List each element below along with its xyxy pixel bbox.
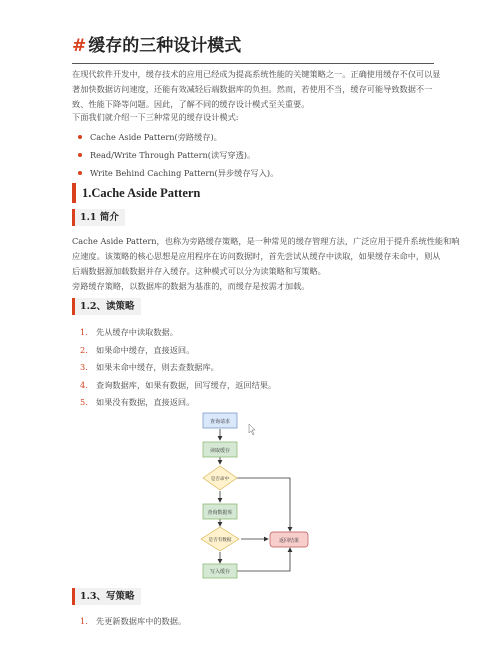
intro-paragraph-line-3: 后端数据源加载数据并存入缓存。这种模式可以分为读策略和写策略。 <box>72 266 326 276</box>
step-text: 如果没有数据，直接返回。 <box>96 397 195 408</box>
list-item <box>72 324 432 342</box>
intro-line-1: 在现代软件开发中，缓存技术的应用已经成为提高系统性能的关键策略之一。正确使用缓存不仅可以显 <box>72 69 441 79</box>
step-text: 先更新数据库中的数据。 <box>96 616 187 626</box>
step-text: 如果命中缓存，直接返回。 <box>96 344 195 355</box>
flow-arrow <box>236 478 290 531</box>
step-text: 查询数据库，如果有数据，回写缓存，返回结果。 <box>96 379 277 390</box>
step-number: 2. <box>80 344 88 355</box>
step-number: 1. <box>80 327 88 337</box>
flow-node-query-db-label: 查询数据库 <box>207 510 233 516</box>
flow-node-read-cache-label: 读取缓存 <box>209 448 231 454</box>
step-number: 4. <box>80 379 88 390</box>
step-text: 如果未命中缓存，则去查数据库。 <box>96 362 219 373</box>
list-item <box>72 164 432 182</box>
mouse-pointer-icon <box>249 424 255 435</box>
flow-node-is-hit-label: 是否命中 <box>210 477 230 482</box>
intro-paragraph-line-1: Cache Aside Pattern，也称为旁路缓存策略，是一种常见的缓存管理方法，广泛应用于提升系统性能和响 <box>72 236 460 246</box>
list-item <box>72 342 432 360</box>
flow-node-write-cache-label: 写入缓存 <box>209 569 231 575</box>
step-text: 先从缓存中读取数据。 <box>96 327 178 337</box>
step-number: 3. <box>80 362 88 373</box>
pattern-item-text: Cache Aside Pattern(旁路缓存)。 <box>90 132 222 142</box>
intro-lead: 下面我们就介绍一下三种常见的缓存设计模式: <box>72 112 239 122</box>
write-steps-list <box>72 613 432 631</box>
list-item <box>72 146 432 164</box>
pattern-item-text: Read/Write Through Pattern(读写穿透)。 <box>90 150 256 160</box>
intro-line-2: 著加快数据访问速度，还能有效减轻后端数据库的负担。然而，若使用不当，缓存可能导致数据不一 <box>72 84 433 94</box>
list-item <box>72 377 432 395</box>
flow-node-return-result-label: 返回结果 <box>278 538 300 544</box>
title-hash: # <box>72 36 87 56</box>
bullet-dot <box>78 135 82 139</box>
title-text: 缓存的三种设计模式 <box>88 36 242 56</box>
pattern-list <box>72 128 432 182</box>
list-item <box>72 359 432 377</box>
step-number: 1. <box>80 616 88 626</box>
subsection-heading-read: 1.2、读策略 <box>72 298 141 315</box>
intro-line-3: 致、性能下降等问题。因此，了解不同的缓存设计模式至关重要。 <box>72 99 310 109</box>
read-steps-list <box>72 324 432 412</box>
flow-node-query-request-label: 查询请求 <box>209 419 231 425</box>
list-item <box>72 613 432 631</box>
pattern-item-text: Write Behind Caching Pattern(异步缓存写入)。 <box>90 168 279 178</box>
bullet-dot <box>78 171 82 175</box>
page-title <box>72 34 434 64</box>
intro-note: 旁路缓存策略，以数据库的数据为基准的，而缓存是按需才加载。 <box>72 281 310 291</box>
list-item <box>72 128 432 146</box>
subsection-heading-write: 1.3、写策略 <box>72 588 141 605</box>
flow-arrow <box>237 548 290 571</box>
section-heading: 1.Cache Aside Pattern <box>72 183 200 203</box>
bullet-dot <box>78 153 82 157</box>
intro-paragraph-line-2: 应速度。该策略的核心思想是应用程序在访问数据时，首先尝试从缓存中读取，如果缓存未命中，则从 <box>72 251 441 261</box>
read-strategy-flowchart <box>180 405 340 585</box>
subsection-heading-intro: 1.1 简介 <box>72 209 125 226</box>
flow-node-has-data-label: 是否有数据 <box>208 538 232 543</box>
step-number: 5. <box>80 397 88 408</box>
